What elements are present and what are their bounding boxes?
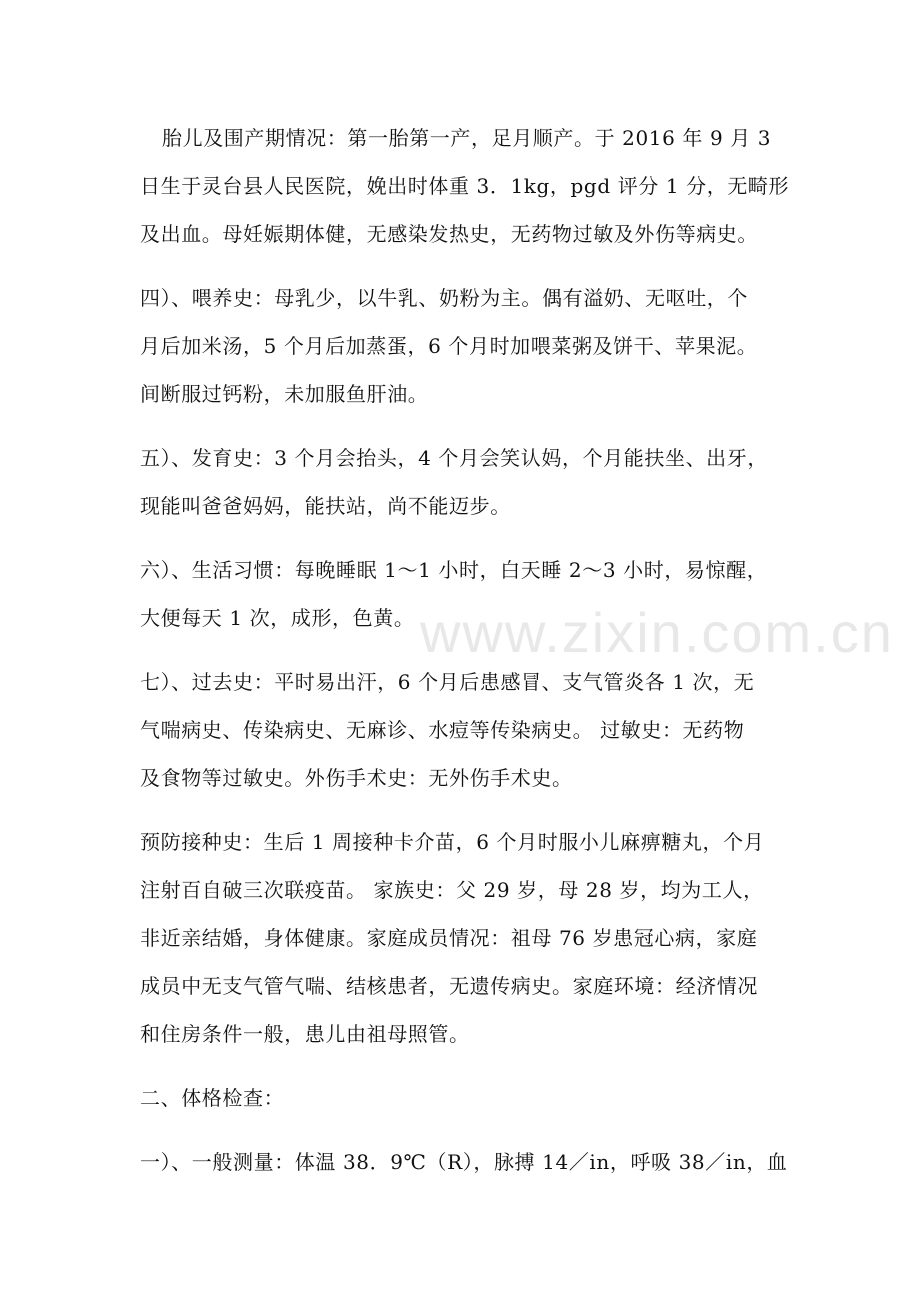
- paragraph-line: 胎儿及围产期情况：第一胎第一产，足月顺产。于 2016 年 9 月 3: [162, 126, 772, 150]
- paragraph-line: 现能叫爸爸妈妈，能扶站，尚不能迈步。: [140, 494, 511, 518]
- paragraph-line: 五）、发育史：3 个月会抬头，4 个月会笑认妈，个月能扶坐、出牙，: [140, 446, 768, 470]
- paragraph-line: 七）、过去史：平时易出汗，6 个月后患感冒、支气管炎各 1 次，无: [140, 670, 755, 694]
- paragraph-line: 非近亲结婚，身体健康。家庭成员情况：祖母 76 岁患冠心病，家庭: [140, 926, 758, 950]
- paragraph-line: 日生于灵台县人民医院，娩出时体重 3．1kg，pgd 评分 1 分，无畸形: [140, 174, 790, 198]
- paragraph-line: 一）、一般测量：体温 38．9℃（R），脉搏 14／in，呼吸 38／in，血: [140, 1150, 788, 1174]
- paragraph-line: 四）、喂养史：母乳少，以牛乳、奶粉为主。偶有溢奶、无呕吐，个: [140, 286, 748, 310]
- watermark: www.zixin.com.cn: [420, 601, 894, 664]
- paragraph-line: 间断服过钙粉，未加服鱼肝油。: [140, 382, 429, 406]
- paragraph-line: 气喘病史、传染病史、无麻诊、水痘等传染病史。 过敏史：无药物: [140, 718, 745, 742]
- paragraph-line: 月后加米汤，5 个月后加蒸蛋，6 个月时加喂菜粥及饼干、苹果泥。: [140, 334, 758, 358]
- paragraph-line: 预防接种史：生后 1 周接种卡介苗，6 个月时服小儿麻痹糖丸，个月: [140, 830, 765, 854]
- paragraph-line: 注射百自破三次联疫苗。 家族史：父 29 岁，母 28 岁，均为工人，: [140, 878, 764, 902]
- paragraph-line: 六）、生活习惯：每晚睡眠 1～1 小时，白天睡 2～3 小时，易惊醒，: [140, 558, 768, 582]
- paragraph-line: 成员中无支气管气喘、结核患者，无遗传病史。家庭环境：经济情况: [140, 974, 758, 998]
- paragraph-line: 和住房条件一般，患儿由祖母照管。: [140, 1022, 470, 1046]
- paragraph-line: 大便每天 1 次，成形，色黄。: [140, 606, 415, 630]
- paragraph-line: 及出血。母妊娠期体健，无感染发热史，无药物过敏及外伤等病史。: [140, 222, 758, 246]
- paragraph-line: 及食物等过敏史。外伤手术史：无外伤手术史。: [140, 766, 573, 790]
- section-heading: 二、体格检查：: [140, 1086, 285, 1110]
